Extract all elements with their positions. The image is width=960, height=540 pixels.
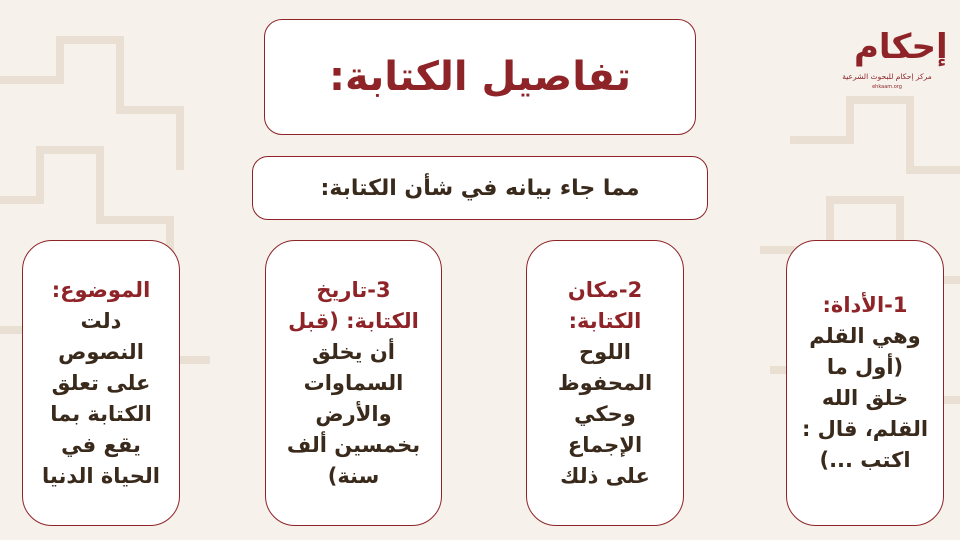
card-line: المحفوظ <box>557 370 653 395</box>
card-heading: الموضوع: <box>51 277 151 302</box>
logo <box>842 24 948 96</box>
card-heading: 2-مكان <box>567 277 643 302</box>
card-heading: 3-تاريخ <box>316 277 391 302</box>
card-place <box>526 240 684 526</box>
card-line: دلت <box>80 308 122 333</box>
card-line: بخمسين ألف <box>286 432 421 457</box>
card-line: النصوص <box>58 339 144 364</box>
card-line: سنة) <box>327 463 380 488</box>
card-line: (أول ما <box>826 355 904 379</box>
card-subject <box>22 240 180 526</box>
card-heading: الكتابة: <box>568 308 642 333</box>
card-line: الحياة الدنيا <box>42 463 160 488</box>
card-line: والأرض <box>315 401 392 426</box>
page-subtitle: مما جاء بيانه في شأن الكتابة: <box>320 175 640 201</box>
card-heading: 1-الأداة: <box>822 293 908 317</box>
card-date <box>265 240 442 526</box>
page-title: تفاصيل الكتابة: <box>328 54 632 100</box>
card-line: الكتابة بما <box>50 401 152 426</box>
logo-tagline: مركز إحكام للبحوث الشرعية <box>842 72 932 81</box>
logo-name: إحكام <box>854 27 948 67</box>
card-heading: الكتابة: (قبل <box>288 308 419 333</box>
card-line: يقع في <box>61 432 141 457</box>
title-box <box>264 19 696 135</box>
card-line: الإجماع <box>567 432 643 457</box>
card-line: اكتب ...) <box>819 448 911 472</box>
card-line: وهي القلم <box>809 324 921 348</box>
card-line: أن يخلق <box>312 339 395 364</box>
card-line: خلق الله <box>821 386 909 410</box>
card-line: على تعلق <box>51 370 151 395</box>
subtitle-box <box>252 156 708 220</box>
card-line: السماوات <box>303 370 404 395</box>
logo-small-text: ehkaam.org <box>872 84 902 90</box>
card-line: اللوح <box>579 339 631 364</box>
card-line: القلم، قال : <box>801 417 929 441</box>
card-tool <box>786 240 944 526</box>
card-line: على ذلك <box>560 463 650 488</box>
card-line: وحكي <box>574 401 636 426</box>
